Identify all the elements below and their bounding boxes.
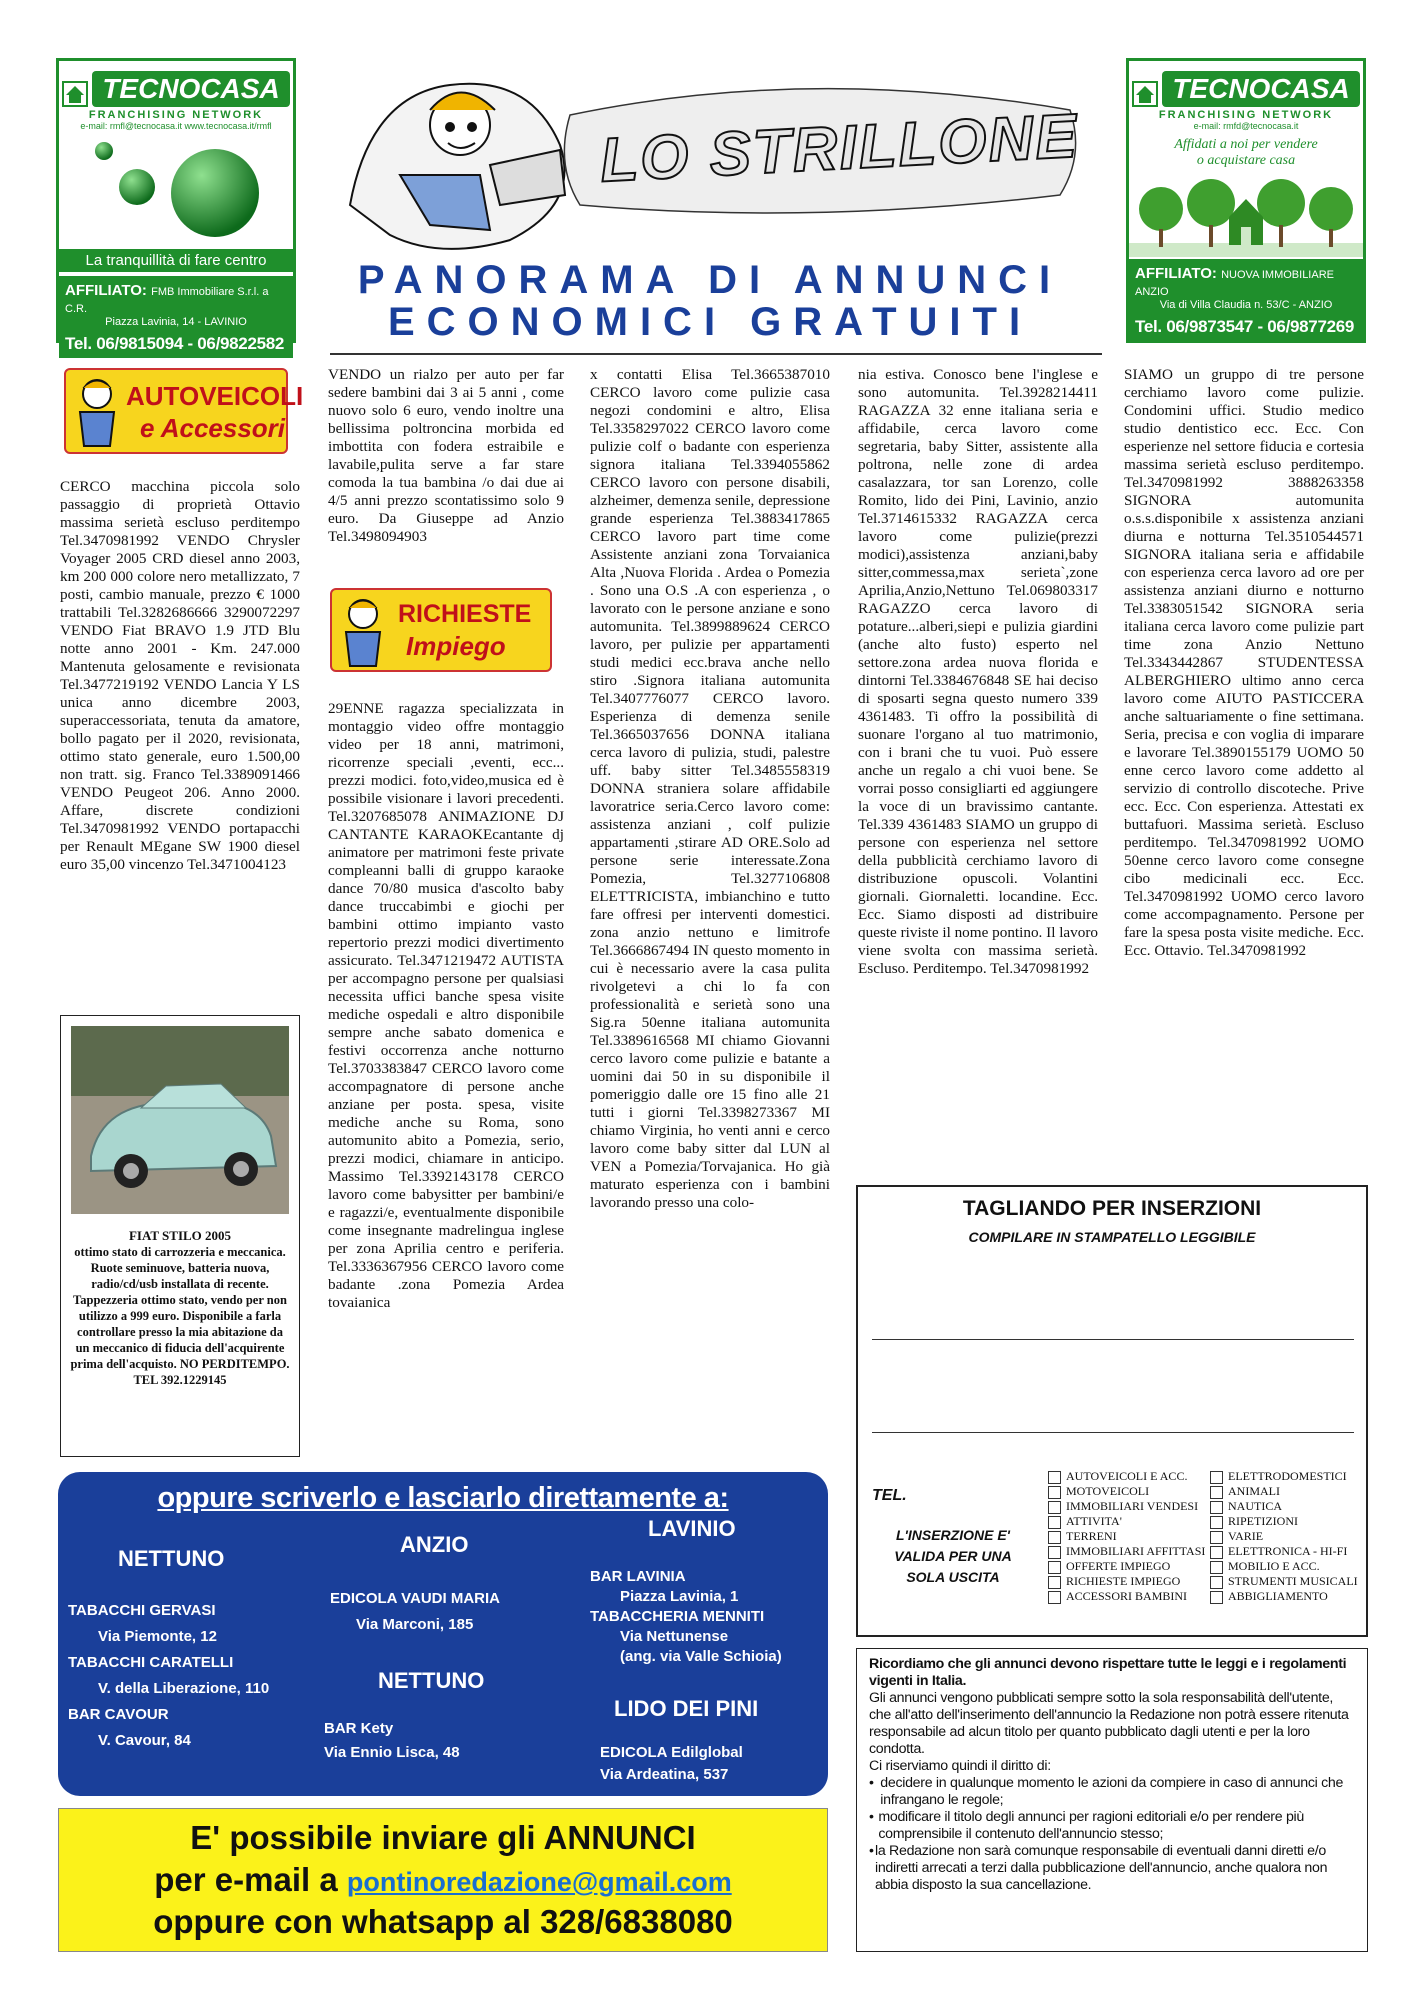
category-option[interactable] [1048,1499,1208,1514]
section-subtitle: e Accessori [140,413,286,443]
checkbox-icon[interactable] [1210,1546,1223,1559]
category-option[interactable] [1210,1529,1368,1544]
checkbox-icon[interactable] [1210,1591,1223,1604]
masthead-logo-text: LO STRILLONE [598,101,1081,196]
category-option[interactable] [1048,1514,1208,1529]
city-name: LIDO DEI PINI [614,1696,759,1721]
green-spheres-graphic [59,131,293,249]
category-label: IMMOBILIARI VENDESI [1066,1499,1199,1513]
checkbox-icon[interactable] [1048,1531,1061,1544]
paperboy-mini-icon [336,594,390,670]
bullet-icon: • [869,1775,874,1791]
category-option[interactable] [1210,1544,1368,1559]
insertion-coupon[interactable] [856,1185,1368,1637]
classifieds-column-2-top [328,366,564,546]
category-label: STRUMENTI MUSICALI [1228,1574,1358,1588]
email-link[interactable]: pontinoredazione@gmail.com [346,1867,732,1897]
section-autoveicoli-badge [64,368,304,454]
city-name: LAVINIO [648,1516,736,1541]
checkbox-icon[interactable] [1048,1591,1061,1604]
affiliate-label: AFFILIATO: [65,282,147,300]
drop-point-address: (ang. via Valle Schioia) [620,1648,782,1665]
disclaimer-paragraph: Gli annunci vengono pubblicati sempre sotto la sola responsabilità dell'utente, che all'atto dell'inserimento dell'annuncio la Redazione non potrà essere ritenuta responsabile ad alcun titolo per quanto pubblicato dagli utenti e per la loro condotta. [869,1690,1349,1757]
ad-text: SIAMO un gruppo di tre persone cerchiamo lavoro come pulizie. Condomini uffici. Studio medico studio dentistico ecc. Ecc. Con esperienze nel settore fiducia e cortesia massima serietà escluso perditempo. Tel.3470981992 3888263358 SIGNORA automunita o.s.s.disponibile x assistenza anziani diurna e notturna Tel.3510544571 SIGNORA italiana seria e affidabile con esperienza cerca lavoro ad ore per assistenza anziani diurno e notturno Tel.3383051542 SIGNORA seria italiana cerca lavoro come pulizie part time zona Anzio Nettuno Tel.3343442867 STUDENTESSA ALBERGHIERO ultimo anno cerca lavoro come AIUTO PASTICCERA anche saltuariamente o fine settimana. Seria, precisa e con voglia di imparare e lavorare Tel.3890155179 UOMO 50 enne cerco lavoro come addetto al servizio di controllo discoteche. Prive ecc. Ecc. Con esperienza. Attestati ex buttafuori. Massima serietà. Escluso perditempo. Tel.3470981992 UOMO 50enne cerco lavoro come consegne cibo medicinali ecc. Ecc. Tel.3470981992 UOMO cerco lavoro come accompagnamento. Persone per fare la spesa posta visite mediche. Ecc. Ecc. Ottavio. Tel.3470981992 [1124,366,1364,959]
car-ad-box[interactable] [60,1015,300,1457]
disclaimer-box [856,1648,1368,1952]
category-option[interactable] [1048,1529,1208,1544]
email-box-line-2: per e-mail a [154,1861,338,1898]
drop-point-address: Piazza Lavinia, 1 [620,1588,739,1605]
drop-point-item: TABACCHI CARATELLI [68,1654,234,1671]
checkbox-icon[interactable] [1210,1516,1223,1529]
affiliate-address: Via di Villa Claudia n. 53/C - ANZIO [1159,299,1333,312]
category-option[interactable] [1048,1469,1208,1484]
drop-points-box [58,1472,828,1796]
category-label: RICHIESTE IMPIEGO [1066,1574,1181,1588]
ad-text: nia estiva. Conosco bene l'inglese e sono automunita. Tel.3928214411 RAGAZZA 32 enne italiana seria e affidabile, cerca lavoro come segretaria, baby Sitter, assistente alla poltrona, nelle zone di ardea casalazzara, tor san Lorenzo, colle Romito, lido dei Pini, Lavinio, anzio Tel.3714615332 RAGAZZA cerca lavoro come pulizie(prezzi modici),assistenza anziani,baby sitter,commessa,max serieta`,zone Aprilia,Anzio,Nettuno Tel.069803317 RAGAZZO cerca lavoro di potature...alberi,siepi e pulizia giardini (anche alto fusto) esperto nel settore.zona ardea nuova florida e dintorni Tel.3384676848 SE hai deciso di sposarti segna questo numero 339 4361483. Ti offro la possibilità di suonare l'organo al tuo matrimonio, con i brani che tu vuoi. Può essere anche un regalo a chi vuoi bene. Se vorrai posso consigliarti ed aggiungere la voce di un bravissimo cantante. Tel.339 4361483 SIAMO un gruppo di persone con esperienza nel settore della pubblicità cerchiamo lavoro di distribuzione opuscoli. Volantini giornali. Giornaletti. locandine. Ecc. Ecc. Siamo disposti ad distribuire queste riviste il nome pontino. Il lavoro viene svolta con massima serietà. Escluso. Perditempo. Tel.3470981992 [858,366,1099,977]
category-list-left [1048,1469,1208,1604]
drop-point-address: V. della Liberazione, 110 [98,1680,270,1697]
drop-point-address: Via Nettunense [620,1628,729,1645]
category-option[interactable] [1048,1574,1208,1589]
drop-point-address: Via Piemonte, 12 [98,1628,217,1645]
category-label: ABBIGLIAMENTO [1228,1589,1328,1603]
drop-point-item: EDICOLA VAUDI MARIA [330,1590,500,1607]
contact-line: e-mail: rmfl@tecnocasa.it www.tecnocasa.it/rmfl [80,121,272,132]
coupon-validity: L'INSERZIONE E' VALIDA PER UNA SOLA USCITA [894,1527,1012,1585]
category-label: TERRENI [1066,1529,1117,1543]
drop-point-item: BAR LAVINIA [590,1568,686,1585]
bullet-icon: • [869,1843,874,1859]
checkbox-icon[interactable] [1048,1471,1061,1484]
category-label: NAUTICA [1228,1499,1282,1513]
drop-point-item: BAR Kety [324,1720,394,1737]
checkbox-icon[interactable] [1048,1546,1061,1559]
slogan: La tranquillità di fare centro [59,249,293,272]
checkbox-icon[interactable] [1048,1561,1061,1574]
category-option[interactable] [1210,1514,1368,1529]
page-title-line-1: PANORAMA DI ANNUNCI [357,258,1063,302]
checkbox-icon[interactable] [1210,1576,1223,1589]
category-label: RIPETIZIONI [1228,1514,1298,1528]
section-title: RICHIESTE [398,600,532,628]
category-label: AUTOVEICOLI E ACC. [1066,1469,1188,1483]
checkbox-icon[interactable] [1210,1471,1223,1484]
network-label: FRANCHISING NETWORK [88,109,264,122]
coupon-subtitle: COMPILARE IN STAMPATELLO LEGGIBILE [968,1229,1256,1245]
slogan-line-2: o acquistare casa [1196,153,1296,169]
section-title: AUTOVEICOLI [126,381,304,411]
category-label: OFFERTE IMPIEGO [1066,1559,1171,1573]
tecnocasa-house-icon [1132,81,1158,107]
section-richieste-badge [330,588,552,672]
drop-point-item: TABACCHI GERVASI [68,1602,216,1619]
car-ad-phone: TEL 392.1229145 [133,1373,227,1387]
category-option[interactable] [1048,1484,1208,1499]
city-name: NETTUNO [378,1668,485,1693]
contact-line: e-mail: rmfd@tecnocasa.it [1193,121,1299,132]
category-option[interactable] [1048,1559,1208,1574]
checkbox-icon[interactable] [1048,1576,1061,1589]
masthead-rule [330,353,1102,355]
category-option[interactable] [1048,1544,1208,1559]
drop-city-nettuno [118,1546,224,1572]
drop-points-heading: oppure scriverlo e lasciarlo direttamente a: [157,1482,729,1514]
category-label: ACCESSORI BAMBINI [1066,1589,1188,1603]
section-subtitle: Impiego [406,631,506,661]
category-label: MOBILIO E ACC. [1228,1559,1320,1573]
classifieds-column-2-bottom [328,700,564,1312]
checkbox-icon[interactable] [1048,1516,1061,1529]
classifieds-column-3 [590,366,830,1212]
ad-text: 29ENNE ragazza specializzata in montaggio video offre montaggio video per 18 anni, matrimoni, ricorrenze speciali ,eventi, ecc... prezzi modici. foto,video,musica ed è possibile visionare i lavori precedenti. Tel.3207685078 ANIMAZIONE DJ CANTANTE KARAOKEcantante dj animatore per matrimoni feste private compleanni balli di gruppo karaoke dance 70/80 musica d'ascolto baby dance truccabimbi e giochi per bambini ottimo impianto vasto repertorio prezzi modici divertimento assicurato. Tel.3471219472 AUTISTA per accompagno persone per qualsiasi necessita uffici banche spesa visite mediche ospedali e altro disponibile sempre anche sabato domenica e festivi occorrenza anche notturno Tel.3703383847 CERCO lavoro come accompagnatore di persone anche anziane per posta. spesa, visite mediche anche su Roma, sono automunito abito a Pomezia, serio, prezzi modici, chiamare in anticipo. Massimo Tel.3392143178 CERCO lavoro come babysitter per bambini/e e ragazzi/e, eventualmente disponibile come insegnante madrelingua inglese per zona Aprilia centro e periferia. Tel.3336367956 CERCO lavoro come badante .zona Pomezia Ardea tovaianica [328,700,564,1311]
checkbox-icon[interactable] [1210,1486,1223,1499]
ad-text: x contatti Elisa Tel.3665387010 CERCO lavoro come pulizie casa negozi condomini e altro, Elisa Tel.3358297022 CERCO lavoro come pulizie colf o badante con esperienza signora italiana Tel.3394055862 CERCO lavoro con persone disabili, alzheimer, demenza senile, depressione grande esperienza Tel.3883417865 CERCO lavoro part time come Assistente anziani zona Torvaianica Alta ,Nuova Florida . Ardea o Pomezia . Sono una O.S .A con esperienza , o lavorato con le persone anziane e sono automunita. Tel.3899889624 CERCO lavoro, per pulizie per appartamenti studi medici ecc.brava anche nello stiro .Signora italiana automunita Tel.3407776077 CERCO lavoro. Esperienza di demenza senile Tel.3665037656 DONNA italiana cerca lavoro di pulizia, studi, palestre uff. baby sitter Tel.3485558319 DONNA straniera solare affidabile lavoratrice seria.Cerco lavoro come: assistenza anziani , colf pulizie appartamenti ,stirare AD ORE.Solo ad persone serie interessate.Zona Pomezia, Tel.3277106808 ELETTRICISTA, imbianchino e tutto fare offresi per interventi domestici. zona anzio nettuno e limitrofe Tel.3666867494 IN questo momento in cui è necessario avere la casa pulita rivolgetevi a chi lo fa con professionalità e serietà sono una Sig.ra 50enne italiana automunita Tel.3389616568 MI chiamo Giovanni cerco lavoro come pulizie e batante a uomini dai 50 in su disponibile il pomeriggio dalle ore 15 fino alle 21 tutti i giorni Tel.3398273367 MI chiamo Virginia, ho venti anni e cerco lavoro come baby sitter dal LUN al VEN a Pomezia/Torvajanica. Ho già maturato esperienza con i bambini lavorando presso una colo- [590,366,830,1211]
city-name: NETTUNO [118,1546,225,1571]
drop-point-address: Via Ardeatina, 537 [600,1766,729,1783]
ad-text: CERCO macchina piccola solo passaggio di proprietà Ottavio massima serietà escluso perditempo Tel.3470981992 VENDO Chrysler Voyager 2005 CRD diesel anno 2003, km 200 000 colore nero metallizzato, 7 posti, cambio manuale, prezzo € 1000 trattabili Tel.3282686666 3290072297 VENDO Fiat BRAVO 1.9 JTD Blu notte anno 2001 - Km. 247.000 Mantenuta gelosamente e revisionata Tel.3477219192 VENDO Lancia Y LS unica anno dicembre 2003, superaccessoriata, tenuta da amatore, bollo pagato per il 2020, revisionata, ottimo stato generale, euro 1.500,00 non tratt. sig. Franco Tel.3389091466 VENDO Peugeot 206. Anno 2000. Affare, discrete condizioni Tel.3470981992 VENDO portapacchi per Renault MEgane SW 1900 diesel euro 35,00 vincenzo Tel.3471004123 [60,478,300,873]
affiliate-name: FMB Immobiliare S.r.l. a C.R. [65,286,269,316]
category-option[interactable] [1210,1574,1368,1589]
category-option[interactable] [1210,1559,1368,1574]
classifieds-column-1 [60,478,300,874]
coupon-tel-label: TEL. [872,1487,907,1504]
checkbox-icon[interactable] [1048,1501,1061,1514]
car-ad-text: ottimo stato di carrozzeria e meccanica. Ruote seminuove, batteria nuova, radio/cd/usb installata di recente. Tappezzeria ottimo stato, vendo per non utilizzo a 999 euro. Disponibile a farla controllare presso la mia abitazione da un meccanico di fiducia dell'acquirente prima dell'acquisto. NO PERDITEMPO. [70,1245,290,1371]
affiliate-address: Piazza Lavinia, 14 - LAVINIO [105,316,247,329]
category-label: ATTIVITA' [1066,1514,1122,1528]
disclaimer-paragraph: Ci riserviamo quindi il diritto di: [869,1758,1051,1774]
category-label: IMMOBILIARI AFFITTASI [1066,1544,1206,1558]
coupon-title: TAGLIANDO PER INSERZIONI [962,1197,1262,1220]
email-whatsapp-box [58,1808,828,1952]
drop-point-item: BAR CAVOUR [68,1706,169,1723]
category-label: MOTOVEICOLI [1066,1484,1150,1498]
category-label: ELETTRODOMESTICI [1228,1469,1347,1483]
disclaimer-bullet: decidere in qualunque momento le azioni da compiere in caso di annunci che infrangano le regole; [880,1775,1344,1808]
affiliate-label: AFFILIATO: [1135,265,1217,283]
email-box-line-1: E' possibile inviare gli ANNUNCI [190,1819,696,1856]
category-option[interactable] [1210,1589,1368,1604]
affiliate-phone: Tel. 06/9873547 - 06/9877269 [1135,317,1355,337]
masthead-logo [330,55,1090,255]
drop-point-item: TABACCHERIA MENNITI [590,1608,765,1625]
drop-point-address: Via Marconi, 185 [356,1616,474,1633]
category-option[interactable] [1048,1589,1208,1604]
bullet-icon: • [869,1809,874,1825]
slogan-line-1: Affidati a noi per vendere [1174,137,1318,153]
disclaimer-heading: Ricordiamo che gli annunci devono rispettare tutte le leggi e i regolamenti vigenti in Italia. [869,1656,1347,1689]
checkbox-icon[interactable] [1210,1561,1223,1574]
drop-point-address: V. Cavour, 84 [98,1732,191,1749]
affiliate-phone: Tel. 06/9815094 - 06/9822582 [65,334,285,354]
tecnocasa-ad-right[interactable] [1126,58,1366,343]
affiliate-name: NUOVA IMMOBILIARE ANZIO [1135,269,1334,299]
category-label: VARIE [1228,1529,1264,1543]
paperboy-mini-icon [70,374,124,450]
category-list-right [1210,1469,1368,1604]
tecnocasa-ad-left[interactable] [56,58,296,354]
coupon-text-line[interactable] [872,1339,1354,1340]
drop-point-item: EDICOLA Edilglobal [600,1744,743,1761]
network-label: FRANCHISING NETWORK [1158,109,1334,122]
category-option[interactable] [1210,1499,1368,1514]
city-name: ANZIO [400,1532,469,1557]
coupon-text-line[interactable] [872,1432,1354,1433]
disclaimer-bullet: modificare il titolo degli annunci per ragioni editoriali e/o per rendere più comprensibile il contenuto dell'annuncio stesso; [878,1809,1304,1842]
category-label: ANIMALI [1228,1484,1280,1498]
checkbox-icon[interactable] [1210,1531,1223,1544]
checkbox-icon[interactable] [1210,1501,1223,1514]
tecnocasa-house-icon [62,81,88,107]
tecnocasa-logo: TECNOCASA [1162,71,1359,107]
email-box-line-3: oppure con whatsapp al 328/6838080 [153,1903,733,1940]
category-label: ELETTRONICA - HI-FI [1228,1544,1348,1558]
classifieds-column-5 [1124,366,1364,960]
category-option[interactable] [1210,1484,1368,1499]
car-ad-title: FIAT STILO 2005 [128,1228,232,1243]
ad-text: VENDO un rialzo per auto per far sedere bambini dai 3 ai 5 anni , come nuovo solo 6 euro, vendo inoltre una bellissima poltroncina morbida ed imbottita con fodera estraibile e lavabile,pulita serve a far stare comoda la tua bambina /o dai due ai 4/5 anni prezzo scontatissimo solo 9 euro. Da Giuseppe ad Anzio Tel.3498094903 [328,366,564,545]
car-photo [71,1026,289,1214]
tecnocasa-logo: TECNOCASA [92,71,289,107]
checkbox-icon[interactable] [1048,1486,1061,1499]
classifieds-column-4 [858,366,1098,978]
trees-house-graphic [1129,169,1363,257]
category-option[interactable] [1210,1469,1368,1484]
drop-point-address: Via Ennio Lisca, 48 [324,1744,460,1761]
page-title-line-2: ECONOMICI GRATUITI [387,300,1033,344]
disclaimer-bullet: la Redazione non sarà comunque responsabile di eventuali danni diretti e/o indiretti arrecati a terzi dalla pubblicazione dell'annuncio, anche qualora non abbia disposto la sua cancellazione. [874,1843,1328,1893]
